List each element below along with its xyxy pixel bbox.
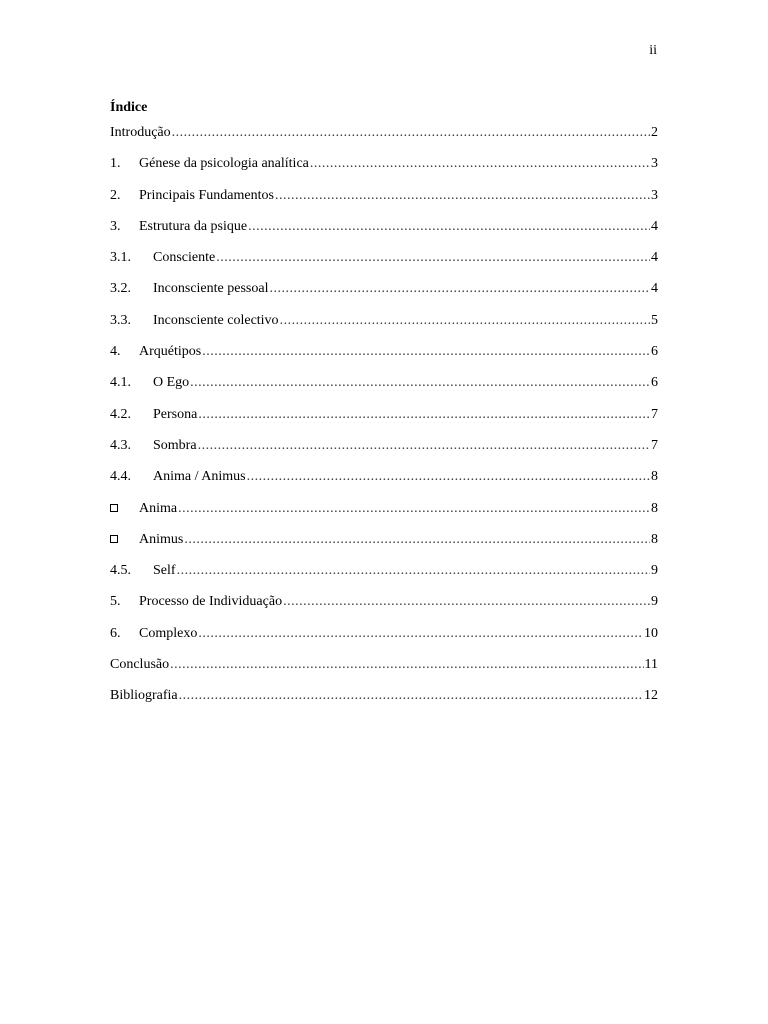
toc-entry-label: Inconsciente pessoal [153,281,269,297]
toc-entry-page: 7 [651,437,658,453]
toc-entry-number: 3.2. [110,281,131,297]
dot-leader [198,438,650,454]
toc-entry-page: 10 [644,625,658,641]
toc-entry-page: 8 [651,469,658,485]
toc-entry-label: Self [153,563,176,579]
toc-entry-label: Estrutura da psique [139,218,248,234]
toc-entry[interactable] [110,375,658,406]
table-of-contents [110,125,658,720]
toc-entry-label: Complexo [139,625,198,641]
toc-entry-number: 4.4. [110,469,131,485]
toc-entry[interactable] [110,626,658,657]
toc-entry-page: 8 [651,500,658,516]
toc-entry-page: 4 [651,218,658,234]
toc-entry-page: 12 [644,688,658,704]
toc-entry[interactable] [110,563,658,594]
toc-entry-page: 6 [651,344,658,360]
dot-leader [178,501,650,517]
toc-entry-label: Génese da psicologia analítica [139,156,309,172]
toc-entry-label: Anima / Animus [153,469,246,485]
toc-entry-number: 5. [110,594,121,610]
toc-entry-number: 1. [110,156,121,172]
dot-leader [275,188,650,204]
dot-leader [280,313,650,329]
toc-entry-page: 9 [651,594,658,610]
toc-entry-number: 4. [110,344,121,360]
toc-entry-number: 4.3. [110,437,131,453]
toc-entry-label: Consciente [153,250,216,266]
toc-entry-number: 4.5. [110,563,131,579]
toc-entry-label: Animus [139,531,184,547]
toc-entry[interactable] [110,438,658,469]
toc-entry[interactable] [110,156,658,187]
toc-entry-label: Conclusão [110,657,170,673]
toc-entry[interactable] [110,594,658,625]
toc-entry-number: 3.3. [110,312,131,328]
toc-entry[interactable] [110,219,658,250]
toc-entry[interactable] [110,313,658,344]
toc-entry-page: 3 [651,156,658,172]
toc-entry-page: 5 [651,312,658,328]
square-bullet-icon [110,504,118,512]
dot-leader [179,688,643,704]
toc-title: Índice [110,100,148,115]
toc-entry-label: Introdução [110,125,171,140]
square-bullet-icon [110,535,118,543]
bullet-square-icon [110,501,139,517]
toc-entry[interactable] [110,250,658,281]
toc-entry-label: Anima [139,500,178,516]
dot-leader [269,281,650,297]
toc-entry-page: 11 [644,657,658,673]
toc-entry-number: 6. [110,625,121,641]
toc-entry[interactable] [110,407,658,438]
toc-entry[interactable] [110,281,658,312]
bullet-square-icon [110,532,139,548]
toc-entry-page: 2 [651,125,658,140]
toc-entry-label: O Ego [153,375,190,391]
dot-leader [190,375,650,391]
toc-entry[interactable] [110,657,658,688]
toc-entry-number: 4.2. [110,406,131,422]
toc-entry-page: 6 [651,375,658,391]
dot-leader [202,344,650,360]
toc-entry[interactable] [110,532,658,563]
dot-leader [198,407,650,423]
dot-leader [177,563,650,579]
toc-entry-label: Sombra [153,437,197,453]
toc-entry[interactable] [110,188,658,219]
toc-entry[interactable] [110,469,658,500]
dot-leader [247,469,650,485]
dot-leader [172,125,650,141]
toc-entry-number: 2. [110,187,121,203]
toc-entry-number: 3.1. [110,250,131,266]
toc-entry-page: 7 [651,406,658,422]
page-number: ii [649,43,657,58]
toc-entry[interactable] [110,344,658,375]
toc-entry-number: 4.1. [110,375,131,391]
toc-entry-label: Persona [153,406,198,422]
toc-entry-page: 3 [651,187,658,203]
dot-leader [198,626,643,642]
toc-entry-label: Principais Fundamentos [139,187,274,203]
dot-leader [248,219,650,235]
dot-leader [216,250,650,266]
toc-entry-page: 8 [651,531,658,547]
toc-entry-page: 9 [651,563,658,579]
dot-leader [283,594,650,610]
toc-entry-label: Inconsciente colectivo [153,312,279,328]
dot-leader [170,657,643,673]
dot-leader [310,156,650,172]
toc-entry-page: 4 [651,281,658,297]
toc-entry-page: 4 [651,250,658,266]
dot-leader [184,532,650,548]
toc-entry[interactable] [110,125,658,156]
toc-entry-number: 3. [110,218,121,234]
toc-entry-label: Bibliografia [110,688,178,704]
toc-entry-label: Arquétipos [139,344,202,360]
toc-entry-label: Processo de Individuação [139,594,283,610]
toc-entry[interactable] [110,688,658,719]
toc-entry[interactable] [110,501,658,532]
